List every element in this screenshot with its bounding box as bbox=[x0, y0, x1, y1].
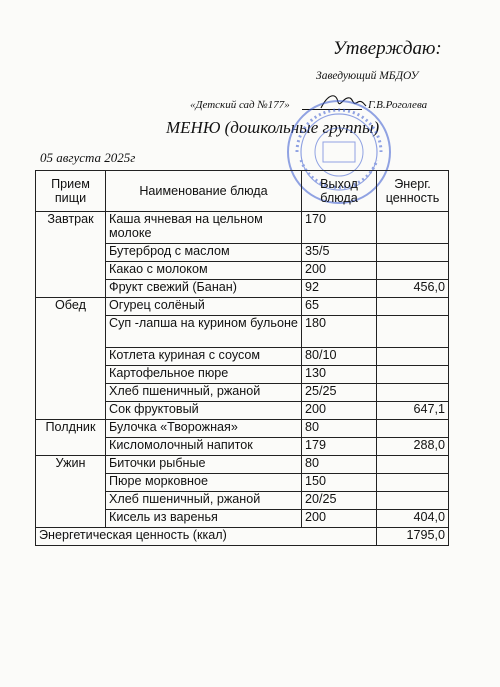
table-row bbox=[36, 420, 449, 438]
meal-energy bbox=[377, 474, 449, 492]
meal-energy bbox=[377, 420, 449, 438]
dish-output: 65 bbox=[302, 298, 377, 316]
signer-name: Г.В.Роголева bbox=[368, 99, 428, 111]
meal-energy bbox=[377, 492, 449, 510]
meal-energy bbox=[377, 366, 449, 384]
dish-output: 20/25 bbox=[302, 492, 377, 510]
dish-output: 80 bbox=[302, 420, 377, 438]
meal-name: Обед bbox=[36, 298, 106, 420]
dish-name: Биточки рыбные bbox=[106, 456, 302, 474]
meal-energy bbox=[377, 262, 449, 280]
director-title: Заведующий МБДОУ bbox=[316, 70, 419, 82]
page-title: МЕНЮ (дошкольные группы) bbox=[166, 118, 380, 137]
dish-output: 179 bbox=[302, 438, 377, 456]
meal-name: Полдник bbox=[36, 420, 106, 456]
dish-name: Сок фруктовый bbox=[106, 402, 302, 420]
dish-output: 35/5 bbox=[302, 244, 377, 262]
menu-date: 05 августа 2025г bbox=[40, 150, 136, 165]
dish-name: Пюре морковное bbox=[106, 474, 302, 492]
header-meal: Прием пищи bbox=[36, 171, 106, 212]
dish-output: 80/10 bbox=[302, 348, 377, 366]
dish-output: 200 bbox=[302, 262, 377, 280]
dish-name: Огурец солёный bbox=[106, 298, 302, 316]
dish-output: 170 bbox=[302, 212, 377, 244]
meal-energy bbox=[377, 316, 449, 348]
header-output: Выход блюда bbox=[302, 171, 377, 212]
total-row bbox=[36, 528, 449, 546]
dish-output: 80 bbox=[302, 456, 377, 474]
meal-energy: 404,0 bbox=[377, 510, 449, 528]
table-header-row bbox=[36, 171, 449, 212]
dish-output: 200 bbox=[302, 402, 377, 420]
table-row bbox=[36, 456, 449, 474]
dish-output: 92 bbox=[302, 280, 377, 298]
dish-output: 130 bbox=[302, 366, 377, 384]
dish-output: 180 bbox=[302, 316, 377, 348]
dish-name: Каша ячневая на цельном молоке bbox=[106, 212, 302, 244]
dish-name: Котлета куриная с соусом bbox=[106, 348, 302, 366]
table-row bbox=[36, 212, 449, 244]
dish-name: Какао с молоком bbox=[106, 262, 302, 280]
meal-energy bbox=[377, 244, 449, 262]
approve-heading: Утверждаю: bbox=[333, 38, 442, 59]
meal-energy: 288,0 bbox=[377, 438, 449, 456]
meal-energy bbox=[377, 384, 449, 402]
total-label: Энергетическая ценность (ккал) bbox=[36, 528, 377, 546]
menu-table bbox=[35, 170, 449, 546]
organization-name: «Детский сад №177» bbox=[190, 99, 290, 111]
dish-output: 150 bbox=[302, 474, 377, 492]
meal-energy: 456,0 bbox=[377, 280, 449, 298]
dish-output: 200 bbox=[302, 510, 377, 528]
header-dish: Наименование блюда bbox=[106, 171, 302, 212]
dish-name: Фрукт свежий (Банан) bbox=[106, 280, 302, 298]
dish-name: Кисломолочный напиток bbox=[106, 438, 302, 456]
dish-name: Хлеб пшеничный, ржаной bbox=[106, 384, 302, 402]
dish-output: 25/25 bbox=[302, 384, 377, 402]
meal-energy bbox=[377, 348, 449, 366]
meal-energy: 647,1 bbox=[377, 402, 449, 420]
dish-name: Булочка «Творожная» bbox=[106, 420, 302, 438]
dish-name: Суп -лапша на курином бульоне bbox=[106, 316, 302, 348]
total-value: 1795,0 bbox=[377, 528, 449, 546]
meal-energy bbox=[377, 212, 449, 244]
header-energy: Энерг. ценность bbox=[377, 171, 449, 212]
dish-name: Картофельное пюре bbox=[106, 366, 302, 384]
dish-name: Бутерброд с маслом bbox=[106, 244, 302, 262]
meal-name: Завтрак bbox=[36, 212, 106, 298]
meal-energy bbox=[377, 456, 449, 474]
meal-energy bbox=[377, 298, 449, 316]
table-row bbox=[36, 298, 449, 316]
meal-name: Ужин bbox=[36, 456, 106, 528]
dish-name: Хлеб пшеничный, ржаной bbox=[106, 492, 302, 510]
dish-name: Кисель из варенья bbox=[106, 510, 302, 528]
